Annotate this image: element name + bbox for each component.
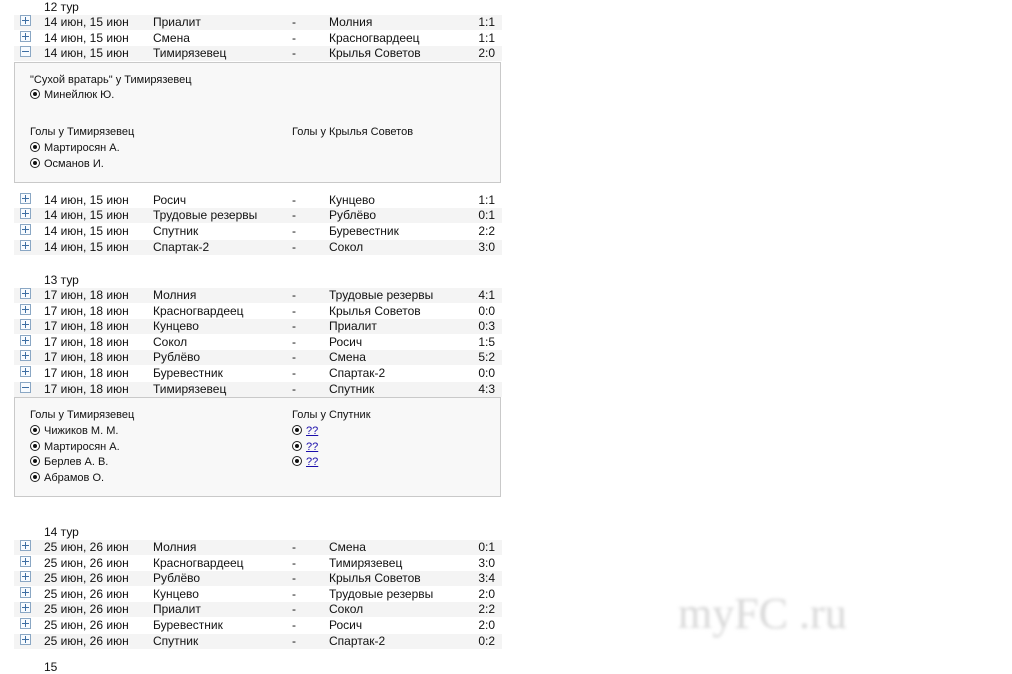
away-team: Сокол <box>329 602 364 616</box>
score-separator: - <box>292 571 296 585</box>
match-score: 1:5 <box>478 335 495 349</box>
match-score: 0:0 <box>478 366 495 380</box>
expand-icon[interactable] <box>20 587 31 598</box>
goal-scorer[interactable] <box>292 455 318 469</box>
away-team: Трудовые резервы <box>329 288 434 302</box>
unknown-scorer-link[interactable]: ?? <box>306 440 319 453</box>
match-score: 1:1 <box>478 31 495 45</box>
match-score: 2:2 <box>478 602 495 616</box>
home-team: Рублёво <box>153 571 201 585</box>
match-date: 14 июн, 15 июн <box>44 46 129 60</box>
away-team: Крылья Советов <box>329 304 421 318</box>
score-separator: - <box>292 288 296 302</box>
goal-scorer[interactable] <box>292 440 318 454</box>
match-date: 25 июн, 26 июн <box>44 602 129 616</box>
match-row[interactable] <box>14 382 502 397</box>
score-separator: - <box>292 634 296 648</box>
match-row[interactable] <box>14 556 502 571</box>
expand-icon[interactable] <box>20 319 31 330</box>
match-date: 17 июн, 18 июн <box>44 366 129 380</box>
football-icon <box>30 158 40 168</box>
match-row[interactable] <box>14 31 502 46</box>
away-team: Тимирязевец <box>329 556 403 570</box>
home-team: Буревестник <box>153 366 223 380</box>
collapse-icon[interactable] <box>20 382 31 393</box>
away-team: Спутник <box>329 382 375 396</box>
score-separator: - <box>292 587 296 601</box>
score-separator: - <box>292 224 296 238</box>
away-goals-label: Голы у Спутник <box>292 409 371 421</box>
expand-icon[interactable] <box>20 602 31 613</box>
score-separator: - <box>292 618 296 632</box>
score-separator: - <box>292 319 296 333</box>
site-watermark: myFC .ru <box>678 589 847 638</box>
match-score: 0:1 <box>478 208 495 222</box>
match-row[interactable] <box>14 602 502 617</box>
home-goals-label: Голы у Тимирязевец <box>30 126 135 138</box>
match-date: 17 июн, 18 июн <box>44 304 129 318</box>
away-team: Буревестник <box>329 224 399 238</box>
match-row[interactable] <box>14 288 502 303</box>
match-date: 14 июн, 15 июн <box>44 15 129 29</box>
match-row[interactable] <box>14 350 502 365</box>
home-team: Молния <box>153 540 197 554</box>
clean-sheet-label: "Сухой вратарь" у Тимирязевец <box>30 74 192 86</box>
score-separator: - <box>292 31 296 45</box>
football-icon <box>30 456 40 466</box>
expand-icon[interactable] <box>20 366 31 377</box>
match-score: 3:0 <box>478 240 495 254</box>
match-row[interactable] <box>14 540 502 555</box>
expand-icon[interactable] <box>20 208 31 219</box>
match-date: 25 июн, 26 июн <box>44 587 129 601</box>
match-row[interactable] <box>14 634 502 649</box>
expand-icon[interactable] <box>20 618 31 629</box>
away-team: Смена <box>329 540 366 554</box>
goal-scorer <box>30 157 104 171</box>
match-score: 4:1 <box>478 288 495 302</box>
away-team: Молния <box>329 15 373 29</box>
home-team: Красногвардеец <box>153 304 244 318</box>
away-team: Крылья Советов <box>329 46 421 60</box>
home-team: Приалит <box>153 602 201 616</box>
match-date: 17 июн, 18 июн <box>44 335 129 349</box>
match-date: 17 июн, 18 июн <box>44 350 129 364</box>
match-row[interactable] <box>14 366 502 381</box>
home-team: Сокол <box>153 335 188 349</box>
expand-icon[interactable] <box>20 224 31 235</box>
home-team: Спутник <box>153 634 199 648</box>
goal-scorer <box>30 471 104 485</box>
match-row[interactable] <box>14 240 502 255</box>
home-team: Рублёво <box>153 350 201 364</box>
score-separator: - <box>292 602 296 616</box>
away-team: Крылья Советов <box>329 571 421 585</box>
home-team: Буревестник <box>153 618 223 632</box>
score-separator: - <box>292 335 296 349</box>
match-row[interactable] <box>14 304 502 319</box>
match-score: 3:0 <box>478 556 495 570</box>
scorer-name: Абрамов О. <box>44 471 105 484</box>
away-team: Росич <box>329 618 363 632</box>
score-separator: - <box>292 556 296 570</box>
football-icon <box>292 425 302 435</box>
goal-scorer <box>30 440 120 454</box>
away-team: Сокол <box>329 240 364 254</box>
expand-icon[interactable] <box>20 240 31 251</box>
score-separator: - <box>292 193 296 207</box>
away-team: Смена <box>329 350 366 364</box>
match-score: 3:4 <box>478 571 495 585</box>
scorer-name: Османов И. <box>44 157 104 170</box>
football-icon <box>30 142 40 152</box>
football-icon <box>292 441 302 451</box>
goal-scorer[interactable] <box>292 424 318 438</box>
expand-icon[interactable] <box>20 193 31 204</box>
match-score: 2:0 <box>478 618 495 632</box>
home-team: Кунцево <box>153 319 199 333</box>
home-team: Кунцево <box>153 587 199 601</box>
expand-icon[interactable] <box>20 634 31 645</box>
score-separator: - <box>292 366 296 380</box>
match-score: 2:2 <box>478 224 495 238</box>
home-team: Красногвардеец <box>153 556 244 570</box>
score-separator: - <box>292 208 296 222</box>
away-team: Красногвардеец <box>329 31 420 45</box>
match-date: 25 июн, 26 июн <box>44 556 129 570</box>
match-date: 25 июн, 26 июн <box>44 634 129 648</box>
collapse-icon[interactable] <box>20 46 31 57</box>
goal-scorer <box>30 88 114 102</box>
match-date: 14 июн, 15 июн <box>44 240 129 254</box>
match-score: 4:3 <box>478 382 495 396</box>
score-separator: - <box>292 15 296 29</box>
expand-icon[interactable] <box>20 15 31 26</box>
score-separator: - <box>292 304 296 318</box>
round-title-partial: 15 <box>44 660 58 674</box>
match-date: 14 июн, 15 июн <box>44 193 129 207</box>
score-separator: - <box>292 240 296 254</box>
match-row[interactable] <box>14 193 502 208</box>
match-row[interactable] <box>14 571 502 586</box>
home-goals-label: Голы у Тимирязевец <box>30 409 135 421</box>
away-team: Кунцево <box>329 193 375 207</box>
match-row[interactable] <box>14 618 502 633</box>
match-score: 0:0 <box>478 304 495 318</box>
match-row[interactable] <box>14 224 502 239</box>
away-team: Рублёво <box>329 208 377 222</box>
match-row[interactable] <box>14 587 502 602</box>
match-date: 25 июн, 26 июн <box>44 540 129 554</box>
match-date: 17 июн, 18 июн <box>44 319 129 333</box>
home-team: Росич <box>153 193 187 207</box>
expand-icon[interactable] <box>20 556 31 567</box>
match-date: 25 июн, 26 июн <box>44 618 129 632</box>
match-date: 17 июн, 18 июн <box>44 382 129 396</box>
match-score: 0:3 <box>478 319 495 333</box>
score-separator: - <box>292 46 296 60</box>
round-title: 12 тур <box>44 0 79 14</box>
away-team: Росич <box>329 335 363 349</box>
expand-icon[interactable] <box>20 335 31 346</box>
match-row[interactable] <box>14 46 502 61</box>
football-icon <box>30 425 40 435</box>
away-team: Трудовые резервы <box>329 587 434 601</box>
expand-icon[interactable] <box>20 288 31 299</box>
score-separator: - <box>292 540 296 554</box>
football-icon <box>30 89 40 99</box>
home-team: Трудовые резервы <box>153 208 258 222</box>
match-score: 0:2 <box>478 634 495 648</box>
match-score: 5:2 <box>478 350 495 364</box>
home-team: Тимирязевец <box>153 382 227 396</box>
score-separator: - <box>292 350 296 364</box>
scorer-name: Берлев А. В. <box>44 456 109 468</box>
scorer-name: Минейлюк Ю. <box>44 89 115 101</box>
away-goals-label: Голы у Крылья Советов <box>292 126 414 138</box>
match-date: 14 июн, 15 июн <box>44 208 129 222</box>
match-score: 1:1 <box>478 193 495 207</box>
scorer-name: Мартиросян А. <box>44 440 120 453</box>
score-separator: - <box>292 382 296 396</box>
expand-icon[interactable] <box>20 304 31 315</box>
away-team: Спартак-2 <box>329 634 386 648</box>
football-icon <box>292 456 302 466</box>
match-score: 2:0 <box>478 587 495 601</box>
football-icon <box>30 441 40 451</box>
match-details-panel <box>14 397 501 497</box>
match-details-panel <box>14 62 501 183</box>
scorer-name: Чижиков М. М. <box>44 425 119 437</box>
match-row[interactable] <box>14 335 502 350</box>
match-date: 25 июн, 26 июн <box>44 571 129 585</box>
unknown-scorer-link[interactable]: ?? <box>306 425 319 437</box>
match-date: 14 июн, 15 июн <box>44 31 129 45</box>
expand-icon[interactable] <box>20 571 31 582</box>
match-row[interactable] <box>14 15 502 30</box>
home-team: Смена <box>153 31 190 45</box>
home-team: Молния <box>153 288 197 302</box>
away-team: Спартак-2 <box>329 366 386 380</box>
match-score: 0:1 <box>478 540 495 554</box>
round-title: 13 тур <box>44 273 79 287</box>
match-date: 14 июн, 15 июн <box>44 224 129 238</box>
goal-scorer <box>30 141 120 155</box>
scorer-name: Мартиросян А. <box>44 142 120 154</box>
goal-scorer <box>30 424 118 438</box>
unknown-scorer-link[interactable]: ?? <box>306 456 319 468</box>
home-team: Спартак-2 <box>153 240 210 254</box>
home-team: Приалит <box>153 15 201 29</box>
round-title: 14 тур <box>44 525 79 539</box>
football-icon <box>30 472 40 482</box>
match-date: 17 июн, 18 июн <box>44 288 129 302</box>
away-team: Приалит <box>329 319 377 333</box>
match-score: 1:1 <box>478 15 495 29</box>
home-team: Спутник <box>153 224 199 238</box>
match-row[interactable] <box>14 208 502 223</box>
home-team: Тимирязевец <box>153 46 227 60</box>
expand-icon[interactable] <box>20 350 31 361</box>
expand-icon[interactable] <box>20 540 31 551</box>
match-score: 2:0 <box>478 46 495 60</box>
match-row[interactable] <box>14 319 502 334</box>
goal-scorer <box>30 455 108 469</box>
expand-icon[interactable] <box>20 31 31 42</box>
